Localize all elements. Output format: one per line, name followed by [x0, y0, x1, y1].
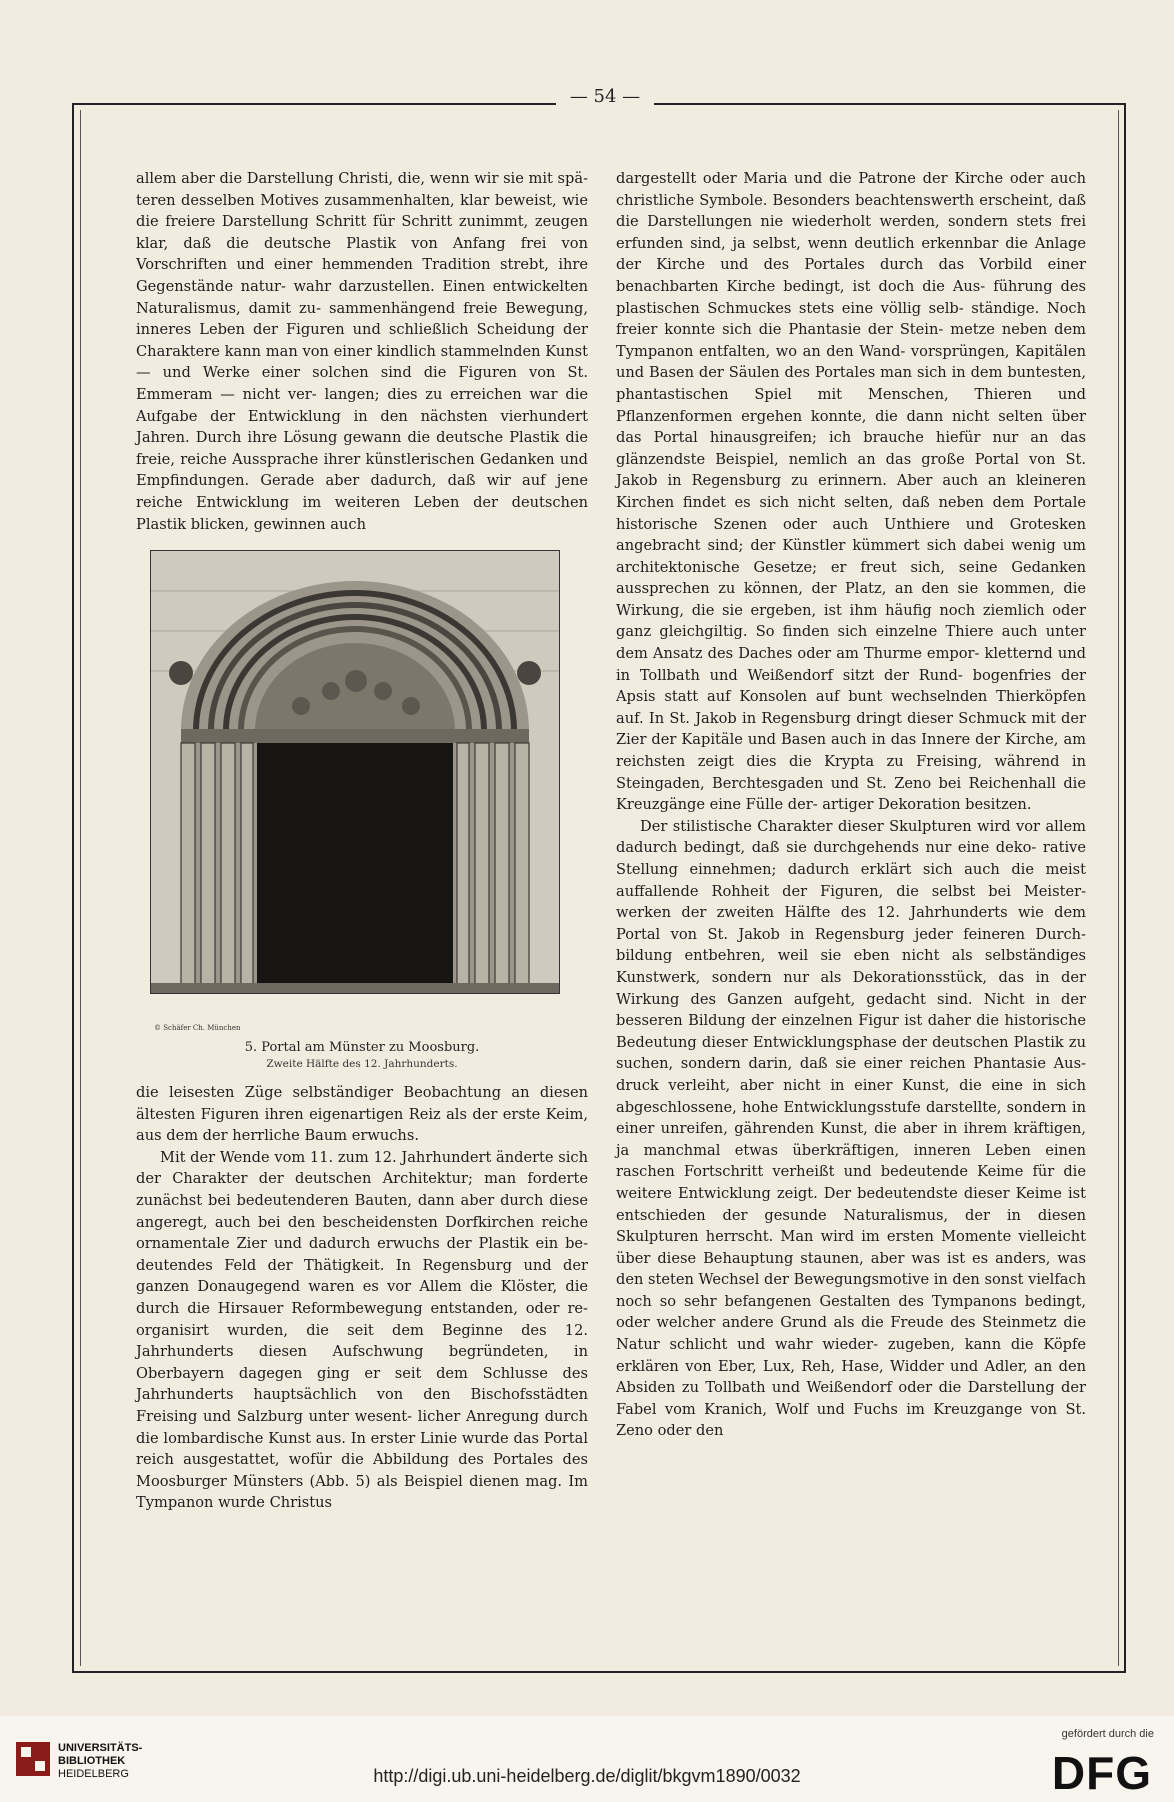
library-line: HEIDELBERG: [58, 1768, 129, 1780]
library-line: UNIVERSITÄTS-: [58, 1742, 143, 1754]
frame-border: [654, 103, 1126, 105]
paragraph: die leisesten Züge selbständiger Beobachtung an diesen ältesten Figuren ihren eigenartigen Reiz als der erste Keim, aus dem der herrliche Baum erwuchs.: [136, 1084, 588, 1145]
figure-subcaption: Zweite Hälfte des 12. Jahrhunderts.: [266, 1058, 458, 1070]
permalink-url[interactable]: http://digi.ub.uni-heidelberg.de/diglit/bkgvm1890/0032: [373, 1766, 801, 1786]
dfg-logo[interactable]: DFG: [1051, 1747, 1152, 1799]
left-column-bottom: [136, 1082, 588, 1514]
page-number: — 54 —: [569, 86, 641, 107]
funding-label: gefördert durch die: [1061, 1728, 1154, 1740]
frame-border: [72, 103, 74, 1673]
paragraph: dargestellt oder Maria und die Patrone der Kirche oder auch christliche Symbole. Besonders beachtenswerth erscheint, daß die Darstellungen nie wiederholt werden, sondern stets frei erfunden sind, ja selbst, wenn deutlich erkennbar die Anlage der Kirche und des Portales durch das Vorbild einer benachbarten Kirche bedingt, ist doch die Aus- führung des plastischen Schmuckes stets eine völlig selb- ständige. Noch freier konnte sich die Phantasie der Stein- metze neben dem Tympanon entfalten, wo an den Wand- vorsprüngen, Kapitälen und Basen der Säulen des Portales man sich in dem buntesten, phantastischen Spiel mit Menschen, Thieren und Pflanzenformen ergehen konnte, die dann nicht selten über das Portal hinausgreifen; ich brauche hiefür nur an das glänzendste Beispiel, nemlich an das große Portal von St. Jakob in Regensburg zu erinnern. Aber auch an kleineren Kirchen findet es sich nicht selten, daß neben dem Portale historische Szenen oder auch Unthiere und Grotesken angebracht sind; der Künstler kümmert sich dabei wenig um architektonische Gesetze; er freut sich, seine Gedanken aussprechen zu können, der Platz, an den sie kommen, die Wirkung, die sie ergeben, ist ihm häufig noch ziemlich oder ganz gleichgiltig. So finden sich einzelne Thiere auch unter dem Ansatz des Daches oder am Thurme empor- kletternd und in Tollbath und Weißendorf sitzt der Rund- bogenfries der Apsis statt auf Konsolen auf bunt wechselnden Thierköpfen auf. In St. Jakob in Regensburg dringt dieser Schmuck mit der Zier der Kapitäle und Basen auch in das Innere der Kirche, am reichsten zeigt dies die Krypta zu Freising, während in Steingaden, Berchtesgaden und St. Zeno bei Reichenhall die Kreuzgänge eine Fülle der- artiger Dekoration besitzen.: [616, 170, 1086, 814]
library-line: BIBLIOTHEK: [58, 1755, 126, 1767]
left-column-top: [136, 168, 588, 535]
portal-drawing: [151, 551, 559, 993]
frame-border: [1118, 110, 1119, 1666]
paragraph: Mit der Wende vom 11. zum 12. Jahrhundert änderte sich der Charakter der deutschen Architektur; man forderte zunächst bei bedeutenderen Bauten, dann aber durch diese angeregt, auch bei den bescheidensten Dorfkirchen reiche ornamentale Zier und dadurch erwuchs der Plastik ein be- deutendes Feld der Thätigkeit. In Regensburg und der ganzen Donaugegend waren es vor Allem die Klöster, die durch die Hirsauer Reformbewegung entstanden, oder re- organisirt wurden, die seit dem Beginne des 12. Jahrhunderts diesen Aufschwung begründeten, in Oberbayern dagegen ging er seit dem Schlusse des Jahrhunderts hauptsächlich von den Bischofsstädten Freising und Salzburg unter wesent- licher Anregung durch die lombardische Kunst aus. In erster Linie wurde das Portal reich ausgestattet, wofür die Abbildung des Portales des Moosburger Münsters (Abb. 5) als Beispiel dienen mag. Im Tympanon wurde Christus: [136, 1148, 588, 1512]
right-column: [616, 168, 1086, 1442]
frame-border: [72, 103, 556, 105]
footer-bar: [0, 1716, 1174, 1802]
frame-border: [72, 1671, 1126, 1673]
paragraph: allem aber die Darstellung Christi, die, wenn wir sie mit spä- teren desselben Motives zusammenhalten, klar beweist, wie die freiere Darstellung Schritt für Schritt zunimmt, zeugen klar, daß die deutsche Plastik von Anfang frei von Vorschriften und einer hemmenden Tradition strebt, ihre Gegenstände natur- wahr darzustellen. Einen entwickelten Naturalismus, damit zu- sammenhängend freie Bewegung, inneres Leben der Figuren und schließlich Scheidung der Charaktere kann man von einer kindlich stammelnden Kunst — und Werke einer solchen sind die Figuren von St. Emmeram — nicht ver- langen; dies zu erreichen war die Aufgabe der Entwicklung in den nächsten vierhundert Jahren. Durch ihre Lösung gewann die deutsche Plastik die freie, reiche Aussprache ihrer künstlerischen Gedanken und Empfindungen. Gerade aber dadurch, daß wir auf jene reiche Entwicklung im weiteren Leben der deutschen Plastik blicken, gewinnen auch: [136, 170, 588, 533]
portal-illustration: [150, 550, 560, 994]
paragraph: Der stilistische Charakter dieser Skulpturen wird vor allem dadurch bedingt, daß sie durchgehends nur eine deko- rative Stellung einnehmen; dadurch erklärt sich auch die meist auffallende Rohheit der Figuren, die selbst bei Meister- werken der zweiten Hälfte des 12. Jahrhunderts wie dem Portal von St. Jakob in Regensburg jeder feineren Durch- bildung entbehren, weil sie eben nicht als selbständiges Kunstwerk, sondern nur als Dekorationsstück, das in der Wirkung des Ganzen aufgeht, gedacht sind. Nicht in der besseren Bildung der einzelnen Figur ist daher die historische Bedeutung dieser Entwicklungsphase der deutschen Plastik zu suchen, sondern darin, daß sie einer reichen Phantasie Aus- druck verleiht, aber nicht in einer Kunst, die eine in sich abgeschlossene, hohe Entwicklungsstufe darstellte, sondern in einer unreifen, gährenden Kunst, die aber in ihrem kräftigen, ja manchmal etwas überkräftigen, inneren Leben einen raschen Fortschritt verheißt und bedeutende Keime für die weitere Entwicklung zeigt. Der bedeutendste dieser Keime ist entschieden der gesunde Naturalismus, der in diesen Skulpturen herrscht. Man wird im ersten Momente vielleicht über diese Behauptung staunen, aber was ist es anders, was den steten Wechsel der Bewegungsmotive in den sonst vielfach noch so sehr befangenen Gestalten des Tympanons bedingt, oder welcher andere Grund als die Freude des Steinmetz die Natur schlicht und wahr wieder- zugeben, kann die Köpfe erklären von Eber, Lux, Reh, Hase, Widder und Adler, an den Absiden zu Tollbath und Weißendorf oder die Darstellung der Fabel vom Kranich, Wolf und Fuchs im Kreuzgange von St. Zeno oder den: [616, 817, 1087, 1440]
figure-caption: 5. Portal am Münster zu Moosburg.: [244, 1040, 480, 1055]
frame-border: [1124, 103, 1126, 1673]
figure-credit: © Schäfer Ch. München: [154, 1024, 241, 1032]
frame-border: [80, 110, 81, 1666]
